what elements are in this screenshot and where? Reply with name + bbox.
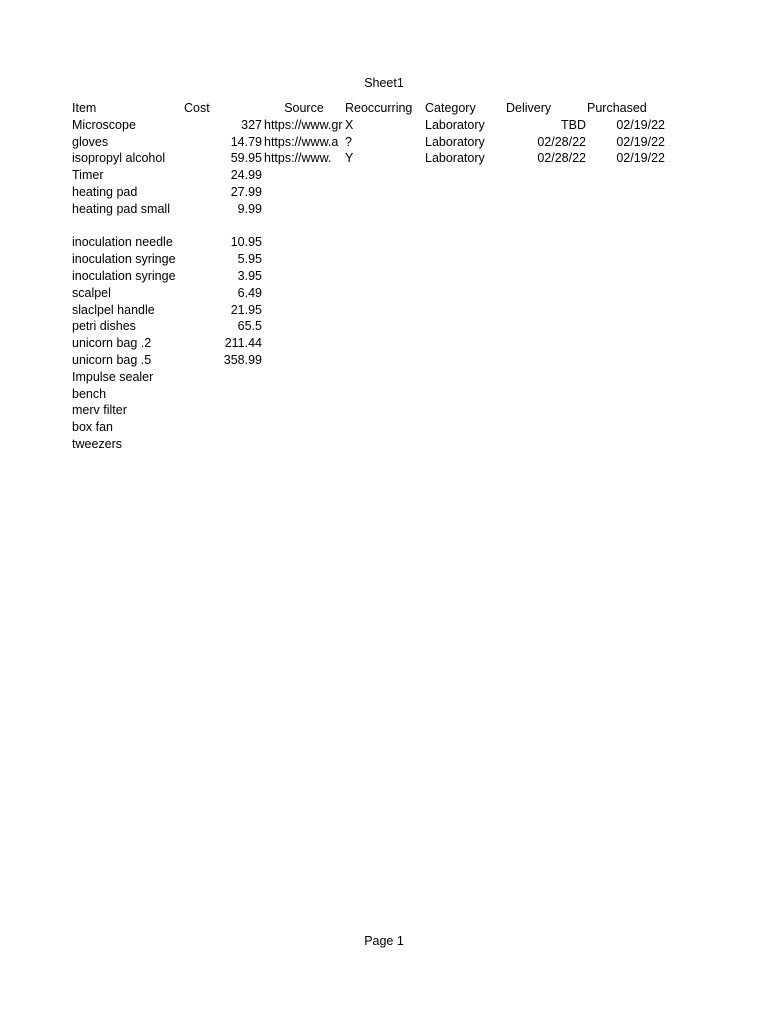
cell-delivery: TBD <box>561 117 586 132</box>
table-row <box>72 150 672 167</box>
cell-category <box>425 369 505 386</box>
cell-source <box>264 335 344 352</box>
cell-purchased <box>586 386 665 403</box>
cell-cost: 24.99 <box>230 168 262 183</box>
cell-item: isopropyl alcohol <box>72 151 166 166</box>
cell-reoccurring <box>345 167 425 184</box>
cell-category <box>425 201 505 218</box>
table-row <box>72 318 672 335</box>
cell-source: https://www. <box>264 151 332 166</box>
cell-delivery: 02/28/22 <box>537 151 586 166</box>
table-row <box>72 335 672 352</box>
cell-reoccurring: X <box>345 117 354 132</box>
table-row <box>72 386 672 403</box>
cell-reoccurring <box>345 218 425 235</box>
header-cost: Cost <box>184 101 210 115</box>
header-source: Source <box>284 101 324 115</box>
table-row <box>72 117 672 134</box>
cell-delivery <box>506 234 586 251</box>
cell-category <box>425 251 505 268</box>
cell-source <box>264 419 344 436</box>
cell-source <box>264 251 344 268</box>
cell-purchased <box>586 302 665 319</box>
cell-source <box>264 402 344 419</box>
cell-cost: 3.95 <box>237 268 262 283</box>
cell-category <box>425 268 505 285</box>
cell-cost <box>182 218 262 235</box>
cell-source <box>264 436 344 453</box>
cell-item: unicorn bag .5 <box>72 352 152 367</box>
cell-item: merv filter <box>72 403 127 418</box>
cell-cost: 14.79 <box>230 134 262 149</box>
cell-purchased <box>586 167 665 184</box>
cell-purchased <box>586 268 665 285</box>
table-row <box>72 268 672 285</box>
cell-item: inoculation syringe <box>72 268 176 283</box>
cell-category <box>425 302 505 319</box>
cell-delivery <box>506 167 586 184</box>
cell-category: Laboratory <box>425 151 485 166</box>
table-row <box>72 402 672 419</box>
cell-purchased <box>586 335 665 352</box>
cell-category <box>425 436 505 453</box>
cell-purchased <box>586 285 665 302</box>
cell-reoccurring <box>345 352 425 369</box>
cell-reoccurring: Y <box>345 151 354 166</box>
cell-reoccurring <box>345 402 425 419</box>
cell-source: https://www.gr <box>264 117 343 132</box>
table-row <box>72 201 672 218</box>
cell-delivery <box>506 201 586 218</box>
cell-cost: 5.95 <box>237 252 262 267</box>
header-row <box>72 100 672 117</box>
cell-item: inoculation syringe <box>72 252 176 267</box>
table-row <box>72 285 672 302</box>
cell-item <box>72 218 182 235</box>
header-item: Item <box>72 101 97 115</box>
cell-delivery <box>506 302 586 319</box>
cell-reoccurring <box>345 184 425 201</box>
cell-item: petri dishes <box>72 319 136 334</box>
page-number: Page 1 <box>364 934 404 948</box>
cell-reoccurring <box>345 318 425 335</box>
table-row <box>72 436 672 453</box>
cell-reoccurring <box>345 369 425 386</box>
cell-reoccurring <box>345 201 425 218</box>
cell-delivery <box>506 318 586 335</box>
sheet-title: Sheet1 <box>364 76 404 90</box>
cell-item: gloves <box>72 134 109 149</box>
cell-source <box>264 352 344 369</box>
cell-category <box>425 352 505 369</box>
cell-delivery <box>506 285 586 302</box>
cell-source <box>264 201 344 218</box>
cell-purchased <box>586 184 665 201</box>
table-row <box>72 352 672 369</box>
cell-purchased <box>586 234 665 251</box>
cell-source <box>264 302 344 319</box>
table-row <box>72 369 672 386</box>
cell-purchased <box>586 218 665 235</box>
cell-category <box>425 419 505 436</box>
cell-delivery <box>506 386 586 403</box>
cell-purchased <box>586 318 665 335</box>
cell-reoccurring <box>345 436 425 453</box>
cell-delivery: 02/28/22 <box>537 134 586 149</box>
header-category: Category <box>425 101 476 115</box>
cell-purchased <box>586 251 665 268</box>
cell-cost <box>182 436 262 453</box>
cell-source <box>264 218 344 235</box>
cell-reoccurring <box>345 251 425 268</box>
cell-item: scalpel <box>72 285 111 300</box>
cell-source <box>264 285 344 302</box>
cell-delivery <box>506 184 586 201</box>
cell-source <box>264 318 344 335</box>
cell-purchased: 02/19/22 <box>616 117 665 132</box>
cell-cost: 10.95 <box>230 235 262 250</box>
cell-item: Timer <box>72 168 104 183</box>
cell-delivery <box>506 369 586 386</box>
cell-cost <box>182 386 262 403</box>
cell-item: inoculation needle <box>72 235 173 250</box>
cell-purchased <box>586 369 665 386</box>
cell-cost: 27.99 <box>230 184 262 199</box>
table-row <box>72 184 672 201</box>
cell-cost: 358.99 <box>223 352 262 367</box>
cell-delivery <box>506 251 586 268</box>
table-row <box>72 251 672 268</box>
table-body <box>72 117 672 453</box>
cell-category <box>425 167 505 184</box>
cell-purchased <box>586 436 665 453</box>
cell-item: Impulse sealer <box>72 369 154 384</box>
cell-item: heating pad small <box>72 201 170 216</box>
cell-delivery <box>506 335 586 352</box>
header-delivery: Delivery <box>506 101 552 115</box>
cell-delivery <box>506 218 586 235</box>
cell-category <box>425 402 505 419</box>
cell-purchased <box>586 352 665 369</box>
cell-item: box fan <box>72 420 114 435</box>
table-row <box>72 302 672 319</box>
cell-purchased: 02/19/22 <box>616 151 665 166</box>
table-row <box>72 167 672 184</box>
cell-purchased: 02/19/22 <box>616 134 665 149</box>
cell-source: https://www.a <box>264 134 339 149</box>
cell-purchased <box>586 201 665 218</box>
cell-delivery <box>506 402 586 419</box>
cell-cost: 6.49 <box>237 285 262 300</box>
cell-item: tweezers <box>72 436 123 451</box>
cell-category <box>425 218 505 235</box>
cell-reoccurring <box>345 386 425 403</box>
cell-delivery <box>506 436 586 453</box>
cell-source <box>264 184 344 201</box>
cell-cost <box>182 419 262 436</box>
cell-reoccurring <box>345 268 425 285</box>
cell-purchased <box>586 402 665 419</box>
cell-source <box>264 268 344 285</box>
cell-category <box>425 335 505 352</box>
cell-delivery <box>506 268 586 285</box>
cell-cost: 327 <box>241 117 262 132</box>
cell-reoccurring <box>345 302 425 319</box>
cell-source <box>264 386 344 403</box>
cell-category: Laboratory <box>425 134 485 149</box>
cell-cost: 21.95 <box>230 302 262 317</box>
cell-item: unicorn bag .2 <box>72 336 152 351</box>
cell-item: Microscope <box>72 117 136 132</box>
cell-item: heating pad <box>72 184 138 199</box>
cell-category <box>425 318 505 335</box>
cell-reoccurring <box>345 419 425 436</box>
cell-item: slaclpel handle <box>72 302 155 317</box>
cell-cost: 211.44 <box>224 336 262 351</box>
table-row <box>72 134 672 151</box>
cell-cost: 9.99 <box>237 201 262 216</box>
cell-source <box>264 167 344 184</box>
cell-source <box>264 369 344 386</box>
table-row <box>72 419 672 436</box>
cell-cost: 65.5 <box>237 319 262 334</box>
cell-cost: 59.95 <box>230 151 262 166</box>
cell-reoccurring: ? <box>345 134 352 149</box>
cell-category <box>425 285 505 302</box>
cell-reoccurring <box>345 285 425 302</box>
header-purchased: Purchased <box>587 101 647 115</box>
table-row <box>72 218 672 235</box>
cell-cost <box>182 369 262 386</box>
cell-delivery <box>506 352 586 369</box>
spreadsheet-table <box>72 100 672 453</box>
cell-reoccurring <box>345 335 425 352</box>
cell-purchased <box>586 419 665 436</box>
table-row <box>72 234 672 251</box>
header-reoccurring: Reoccurring <box>345 101 413 115</box>
cell-delivery <box>506 419 586 436</box>
cell-cost <box>182 402 262 419</box>
cell-reoccurring <box>345 234 425 251</box>
cell-item: bench <box>72 386 107 401</box>
cell-category <box>425 184 505 201</box>
cell-category: Laboratory <box>425 117 485 132</box>
cell-source <box>264 234 344 251</box>
cell-category <box>425 386 505 403</box>
cell-category <box>425 234 505 251</box>
